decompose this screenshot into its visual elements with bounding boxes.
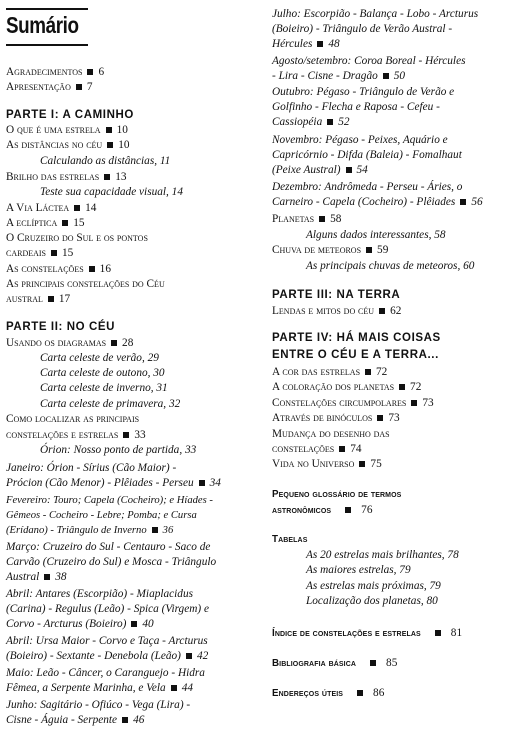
toc-entry-continued[interactable]: Austral 38 [6,571,67,583]
bullet-square-icon [44,574,50,580]
bullet-square-icon [104,174,110,180]
toc-entry[interactable]: Abril: Antares (Escorpião) - Miaplacidus [6,588,194,600]
bullet-square-icon [319,216,325,222]
toc-entry-continued[interactable]: Gêmeos - Cocheiro - Lebre; Pomba; e Cursa [6,510,197,521]
toc-entry-continued[interactable]: Corvo - Arcturus (Boieiro) 40 [6,618,154,630]
bullet-square-icon [346,167,352,173]
toc-entry-continued[interactable]: Carneiro - Capela (Cocheiro) - Plêiades 56 [272,196,483,208]
page-title: Sumário [6,12,79,38]
bullet-square-icon [89,266,95,272]
toc-entry[interactable]: Dezembro: Andrômeda - Perseu - Áries, o [272,181,463,193]
bullet-square-icon [366,247,372,253]
toc-subentry[interactable]: Carta celeste de primavera, 32 [40,398,181,410]
toc-entry-continued[interactable]: Fêmea, a Serpente Marinha, e Vela 44 [6,682,193,694]
toc-entry[interactable]: Fevereiro: Touro; Capela (Cocheiro); e Híades - [6,495,213,506]
toc-entry[interactable]: Junho: Sagitário - Ofiúco - Vega (Lira) - [6,699,191,711]
bullet-square-icon [345,507,351,513]
toc-subentry[interactable]: As principais chuvas de meteoros, 60 [306,260,475,272]
toc-entry-continued[interactable]: (Erídano) - Triângulo de Inverno 36 [6,525,174,536]
bullet-square-icon [317,41,323,47]
section-heading-part-1: PARTE I: A CAMINHO [6,109,134,121]
toc-entry-continued[interactable]: (Boieiro) - Sextante - Denebola (Leão) 42 [6,650,209,662]
bullet-square-icon [359,461,365,467]
toc-entry-continued[interactable]: Prócion (Cão Menor) - Plêiades - Perseu 34 [6,477,221,489]
toc-subentry[interactable]: As 20 estrelas mais brilhantes, 78 [306,549,459,561]
toc-subentry[interactable]: Carta celeste de verão, 29 [40,352,159,364]
toc-entry[interactable]: O que é uma estrela 10 [6,124,128,136]
bullet-square-icon [87,69,93,75]
section-heading-part-2: PARTE II: NO CÉU [6,321,116,333]
toc-entry[interactable]: As distâncias no céu 10 [6,139,130,151]
toc-entry[interactable]: Vida no Universo 75 [272,458,382,470]
toc-subentry[interactable]: Carta celeste de inverno, 31 [40,382,168,394]
bullet-square-icon [48,296,54,302]
toc-entry[interactable]: A coloração dos planetas 72 [272,381,422,393]
toc-entry[interactable]: Tabelas [272,534,308,545]
toc-entry-continued[interactable]: cardeais 15 [6,247,74,259]
toc-entry[interactable]: Pequeno glossário de termos [272,489,402,500]
toc-entry[interactable]: Constelações circumpolares 73 [272,397,434,409]
bullet-square-icon [152,527,158,533]
toc-subentry[interactable]: As maiores estrelas, 79 [306,564,411,576]
toc-entry[interactable]: Apresentação 7 [6,81,93,93]
bullet-square-icon [399,384,405,390]
toc-entry[interactable]: Novembro: Pégaso - Peixes, Aquário e [272,134,448,146]
toc-entry-continued[interactable]: austral 17 [6,293,71,305]
bullet-square-icon [357,690,363,696]
bullet-square-icon [327,119,333,125]
toc-entry[interactable]: Janeiro: Órion - Sírius (Cão Maior) - [6,462,177,474]
toc-entry-continued[interactable]: Capricórnio - Difda (Baleia) - Fomalhaut [272,149,462,161]
right-column [272,0,510,733]
bullet-square-icon [171,685,177,691]
bullet-square-icon [74,205,80,211]
toc-entry-continued[interactable]: Cisne - Águia - Serpente 46 [6,714,145,726]
section-heading-part-3: PARTE III: NA TERRA [272,289,401,301]
toc-entry[interactable]: As constelações 16 [6,263,111,275]
bullet-square-icon [411,400,417,406]
toc-subentry[interactable]: As estrelas mais próximas, 79 [306,580,441,592]
toc-entry[interactable]: Julho: Escorpião - Balança - Lobo - Arcturus [272,8,479,20]
toc-entry[interactable]: Endereços úteis 86 [272,687,385,699]
toc-entry-continued[interactable]: Golfinho - Flecha e Raposa - Cefeu - [272,101,440,113]
toc-subentry[interactable]: Carta celeste de outono, 30 [40,367,165,379]
bullet-square-icon [377,415,383,421]
left-column [6,0,256,733]
toc-entry[interactable]: Chuva de meteoros 59 [272,244,389,256]
toc-entry-continued[interactable]: constelações e estrelas 33 [6,429,146,441]
toc-entry[interactable]: As principais constelações do Céu [6,278,165,290]
toc-subentry[interactable]: Órion: Nosso ponto de partida, 33 [40,444,197,456]
toc-entry[interactable]: A Via Láctea 14 [6,202,97,214]
toc-subentry[interactable]: Alguns dados interessantes, 58 [306,229,446,241]
section-heading-part-4-continued: ENTRE O CÉU E A TERRA... [272,349,439,361]
toc-entry[interactable]: A cor das estrelas 72 [272,366,388,378]
bullet-square-icon [339,446,345,452]
toc-entry[interactable]: Brilho das estrelas 13 [6,171,127,183]
toc-entry[interactable]: Bibliografia básica 85 [272,657,398,669]
bullet-square-icon [186,653,192,659]
section-heading-part-4: PARTE IV: HÁ MAIS COISAS [272,332,441,344]
toc-entry[interactable]: Planetas 58 [272,213,342,225]
bullet-square-icon [51,250,57,256]
bullet-square-icon [383,73,389,79]
toc-entry-continued[interactable]: (Carina) - Regulus (Leão) - Spica (Virgem) e [6,603,209,615]
bullet-square-icon [107,142,113,148]
toc-entry-continued[interactable]: (Peixe Austral) 54 [272,164,368,176]
toc-subentry[interactable]: Calculando as distâncias, 11 [40,155,171,167]
bullet-square-icon [460,199,466,205]
bullet-square-icon [379,308,385,314]
toc-entry[interactable]: Índice de constelações e estrelas 81 [272,627,463,639]
bullet-square-icon [199,480,205,486]
bullet-square-icon [365,369,371,375]
toc-entry[interactable]: Mudança do desenho das [272,428,390,440]
toc-entry[interactable]: Usando os diagramas 28 [6,337,134,349]
toc-entry[interactable]: A eclíptica 15 [6,217,85,229]
toc-entry-continued[interactable]: (Boieiro) - Triângulo de Verão Austral - [272,23,453,35]
toc-entry-continued[interactable]: Cassiopéia 52 [272,116,350,128]
toc-entry[interactable]: Como localizar as principais [6,413,140,425]
toc-entry[interactable]: O Cruzeiro do Sul e os pontos [6,232,148,244]
bullet-square-icon [123,432,129,438]
toc-entry[interactable]: Através de binóculos 73 [272,412,400,424]
bullet-square-icon [131,621,137,627]
toc-entry-continued[interactable]: Hércules 48 [272,38,340,50]
bullet-square-icon [435,630,441,636]
bullet-square-icon [106,127,112,133]
toc-entry[interactable]: Outubro: Pégaso - Triângulo de Verão e [272,86,455,98]
bullet-square-icon [122,717,128,723]
toc-entry[interactable]: Lendas e mitos do céu 62 [272,305,402,317]
toc-entry[interactable]: Maio: Leão - Câncer, o Caranguejo - Hidra [6,667,205,679]
toc-subentry[interactable]: Teste sua capacidade visual, 14 [40,186,183,198]
bullet-square-icon [62,220,68,226]
toc-entry-continued[interactable]: - Lira - Cisne - Dragão 50 [272,70,406,82]
toc-entry[interactable]: Agosto/setembro: Coroa Boreal - Hércules [272,55,466,67]
toc-entry-continued[interactable]: astronômicos 76 [272,504,373,516]
toc-entry[interactable]: Abril: Ursa Maior - Corvo e Taça - Arcturus [6,635,208,647]
bullet-square-icon [111,340,117,346]
bullet-square-icon [76,84,82,90]
bullet-square-icon [370,660,376,666]
toc-entry[interactable]: Agradecimentos 6 [6,66,105,78]
toc-entry-continued[interactable]: Carvão (Cruzeiro do Sul) e Mosca - Triângulo [6,556,217,568]
toc-subentry[interactable]: Localização dos planetas, 80 [306,595,438,607]
toc-entry[interactable]: Março: Cruzeiro do Sul - Centauro - Saco de [6,541,211,553]
toc-entry-continued[interactable]: constelações 74 [272,443,362,455]
